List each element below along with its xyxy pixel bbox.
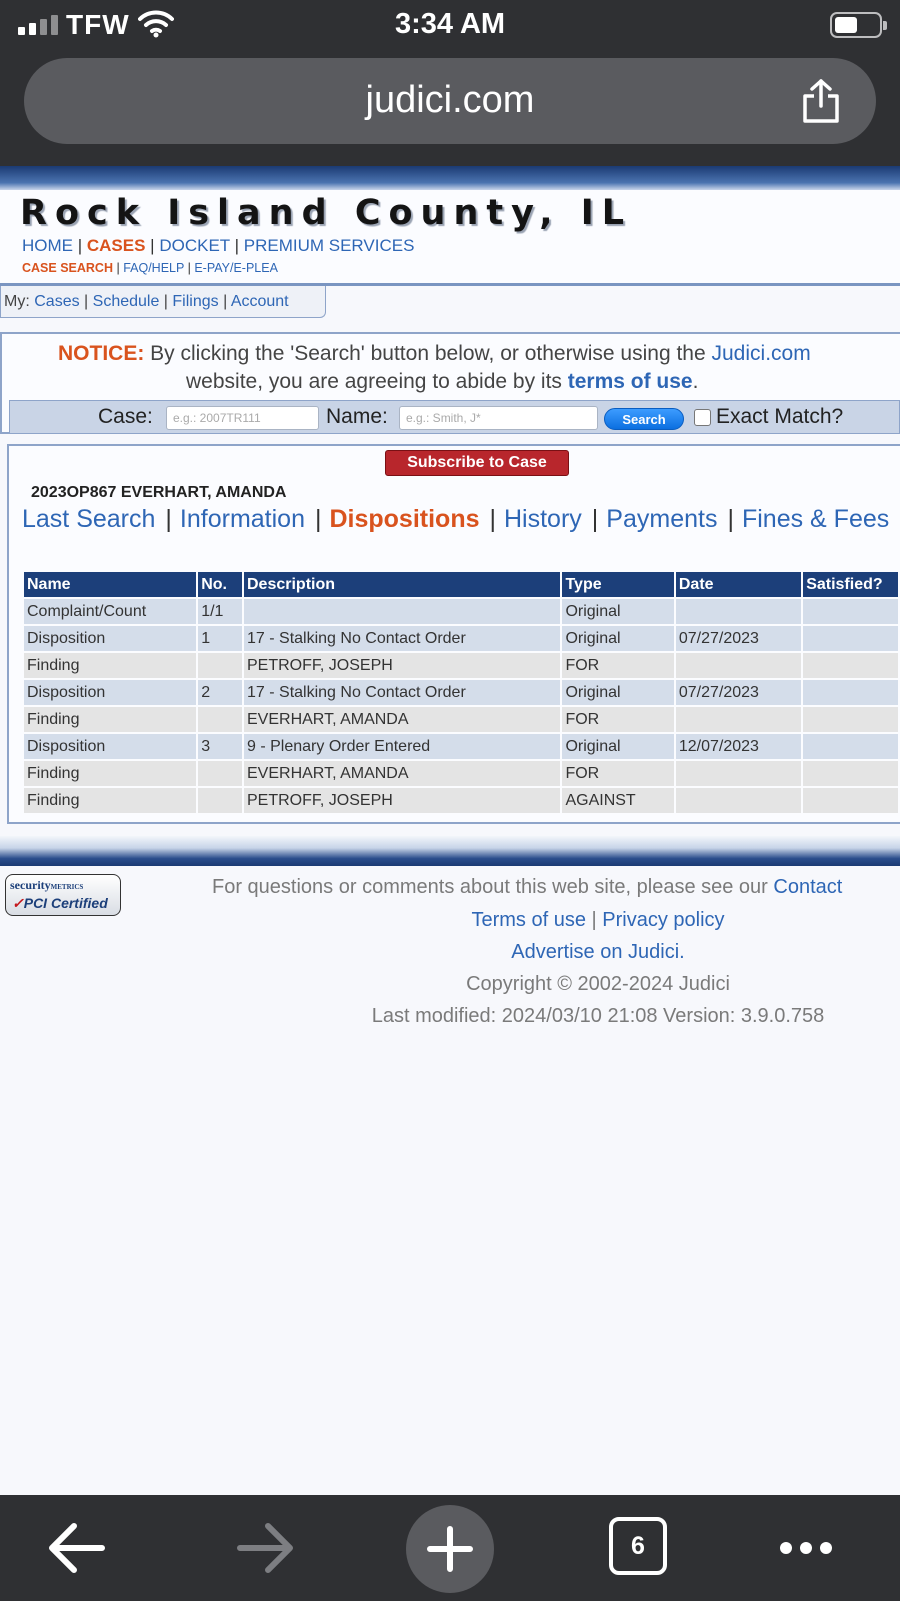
case-id: 2023OP867 EVERHART, AMANDA <box>31 484 287 501</box>
cell-description: EVERHART, AMANDA <box>244 761 560 786</box>
subnav-epay-eplea[interactable]: E-PAY/E-PLEA <box>194 261 278 275</box>
cell-no <box>198 761 242 786</box>
footer-last-modified: Last modified: 2024/03/10 21:08 Version: 3.9.0.758 <box>371 1005 825 1027</box>
tab-information[interactable]: Information <box>179 505 305 533</box>
cell-type: FOR <box>562 707 673 732</box>
exact-match-label: Exact Match? <box>716 405 844 428</box>
questions-text: For questions or comments about this web site, please see our <box>212 876 774 898</box>
main-nav: HOME | CASES | DOCKET | PREMIUM SERVICES <box>22 236 415 255</box>
table-row <box>24 707 898 732</box>
terms-link[interactable]: Terms of use <box>471 909 586 931</box>
table-row <box>24 734 898 759</box>
table-row <box>24 680 898 705</box>
name-input[interactable]: e.g.: Smith, J* <box>399 406 598 430</box>
cell-no <box>198 788 242 813</box>
table-row <box>24 599 898 624</box>
cell-satisfied <box>803 761 898 786</box>
judici-link[interactable]: Judici.com <box>711 342 811 365</box>
tab-count-button[interactable]: 6 <box>609 1517 667 1575</box>
cell-satisfied <box>803 788 898 813</box>
cell-date: 07/27/2023 <box>676 626 801 651</box>
cell-satisfied <box>803 734 898 759</box>
table-row <box>24 626 898 651</box>
cell-satisfied <box>803 626 898 651</box>
tab-fines-fees[interactable]: Fines & Fees <box>741 505 890 533</box>
table-header-row <box>24 572 898 597</box>
county-title: Rock Island County, IL <box>20 193 633 233</box>
col-date: Date <box>676 572 801 597</box>
case-label: Case: <box>98 405 153 428</box>
footer-copyright: Copyright © 2002-2024 Judici <box>466 973 730 995</box>
cell-type: Original <box>562 680 673 705</box>
cell-name: Finding <box>24 761 196 786</box>
footer-advertise <box>0 941 900 964</box>
footer-policy-links: Terms of use | Privacy policy <box>471 909 725 931</box>
privacy-link[interactable]: Privacy policy <box>602 909 725 931</box>
cell-date: 07/27/2023 <box>676 680 801 705</box>
cell-date <box>676 761 801 786</box>
cell-date <box>676 788 801 813</box>
table-row <box>24 788 898 813</box>
case-panel <box>7 444 900 824</box>
my-account-bar: My: Cases | Schedule | Filings | Account <box>0 286 326 318</box>
cell-description: PETROFF, JOSEPH <box>244 788 560 813</box>
cell-type: Original <box>562 599 673 624</box>
my-account-link[interactable]: Account <box>230 293 289 310</box>
site-header <box>0 190 900 286</box>
cell-type: Original <box>562 626 673 651</box>
cell-type: FOR <box>562 761 673 786</box>
cell-no <box>198 707 242 732</box>
nav-premium-services[interactable]: PREMIUM SERVICES <box>243 236 415 255</box>
address-bar[interactable] <box>24 58 876 144</box>
name-label: Name: <box>326 405 388 428</box>
cell-description: EVERHART, AMANDA <box>244 707 560 732</box>
cell-description: 17 - Stalking No Contact Order <box>244 626 560 651</box>
table-row <box>24 761 898 786</box>
tab-history[interactable]: History <box>504 505 582 533</box>
cell-date <box>676 599 801 624</box>
cell-name: Disposition <box>24 734 196 759</box>
subscribe-to-case-button[interactable]: Subscribe to Case <box>385 450 569 476</box>
notice-box <box>0 332 900 434</box>
cell-no: 1/1 <box>198 599 242 624</box>
col-name: Name <box>24 572 196 597</box>
back-arrow-icon[interactable] <box>44 1495 110 1601</box>
status-bar <box>0 0 900 50</box>
more-icon[interactable] <box>776 1495 836 1601</box>
tab-dispositions[interactable]: Dispositions <box>329 505 480 533</box>
notice-label: NOTICE: <box>58 342 145 365</box>
notice-text-2: website, you are agreeing to abide by its <box>186 370 568 393</box>
cell-type: FOR <box>562 653 673 678</box>
cell-description <box>244 599 560 624</box>
search-button[interactable]: Search <box>604 408 684 430</box>
my-cases-link[interactable]: Cases <box>34 293 80 310</box>
case-input[interactable]: e.g.: 2007TR111 <box>166 406 319 430</box>
forward-arrow-icon[interactable] <box>232 1495 298 1601</box>
my-schedule-link[interactable]: Schedule <box>92 293 160 310</box>
cell-satisfied <box>803 680 898 705</box>
cell-type: AGAINST <box>562 788 673 813</box>
cell-satisfied <box>803 599 898 624</box>
exact-match-checkbox[interactable] <box>694 409 711 426</box>
dispositions-table <box>22 570 900 815</box>
url-text: judici.com <box>365 79 535 121</box>
col-type: Type <box>562 572 673 597</box>
nav-home[interactable]: HOME <box>22 236 73 255</box>
battery-icon <box>830 12 882 38</box>
cell-no: 2 <box>198 680 242 705</box>
subnav-case-search[interactable]: CASE SEARCH <box>22 261 113 275</box>
notice-line-2 <box>186 370 698 394</box>
search-bar <box>9 400 900 434</box>
cell-name: Finding <box>24 788 196 813</box>
tab-payments[interactable]: Payments <box>606 505 718 533</box>
cell-description: PETROFF, JOSEPH <box>244 653 560 678</box>
footer-band <box>0 836 900 866</box>
browser-top-chrome <box>0 0 900 166</box>
cell-date <box>676 707 801 732</box>
badge-pci-text: ✓PCI Certified <box>12 895 108 911</box>
nav-cases[interactable]: CASES <box>86 236 146 255</box>
nav-docket[interactable]: DOCKET <box>159 236 230 255</box>
cell-description: 17 - Stalking No Contact Order <box>244 680 560 705</box>
col-satisfied: Satisfied? <box>803 572 898 597</box>
checkmark-icon: ✓ <box>12 895 24 911</box>
cell-satisfied <box>803 707 898 732</box>
cell-date <box>676 653 801 678</box>
footer-questions <box>212 876 842 899</box>
browser-bottom-toolbar <box>0 1495 900 1601</box>
cell-satisfied <box>803 653 898 678</box>
plus-icon <box>406 1505 494 1593</box>
terms-of-use-link[interactable]: terms of use <box>567 370 693 393</box>
col-no: No. <box>198 572 242 597</box>
notice-line-1 <box>58 342 811 366</box>
case-tabs: Last Search | Information | Dispositions | History | Payments | Fines & Fees <box>22 505 890 533</box>
carrier-name: TFW <box>66 9 130 40</box>
notice-text-3: . <box>692 370 699 393</box>
cell-description: 9 - Plenary Order Entered <box>244 734 560 759</box>
cell-name: Finding <box>24 707 196 732</box>
contact-link[interactable]: Contact <box>773 876 843 898</box>
sub-nav: CASE SEARCH | FAQ/HELP | E-PAY/E-PLEA <box>22 261 278 275</box>
cell-name: Finding <box>24 653 196 678</box>
clock: 3:34 AM <box>394 8 506 40</box>
cell-date: 12/07/2023 <box>676 734 801 759</box>
cell-no: 1 <box>198 626 242 651</box>
advertise-link[interactable]: Advertise on Judici. <box>511 941 685 963</box>
header-band <box>0 166 900 190</box>
badge-brand: securityMETRICS <box>10 878 84 892</box>
new-tab-button[interactable] <box>406 1505 494 1593</box>
cell-type: Original <box>562 734 673 759</box>
share-icon[interactable] <box>800 78 842 124</box>
table-row <box>24 653 898 678</box>
cell-name: Complaint/Count <box>24 599 196 624</box>
subnav-faq-help[interactable]: FAQ/HELP <box>123 261 185 275</box>
cell-no: 3 <box>198 734 242 759</box>
my-prefix: My: <box>4 293 30 310</box>
col-description: Description <box>244 572 560 597</box>
cell-name: Disposition <box>24 626 196 651</box>
cell-no <box>198 653 242 678</box>
cell-name: Disposition <box>24 680 196 705</box>
my-filings-link[interactable]: Filings <box>172 293 219 310</box>
tab-last-search[interactable]: Last Search <box>22 505 156 533</box>
notice-text-1: By clicking the 'Search' button below, or otherwise using the <box>144 342 712 365</box>
